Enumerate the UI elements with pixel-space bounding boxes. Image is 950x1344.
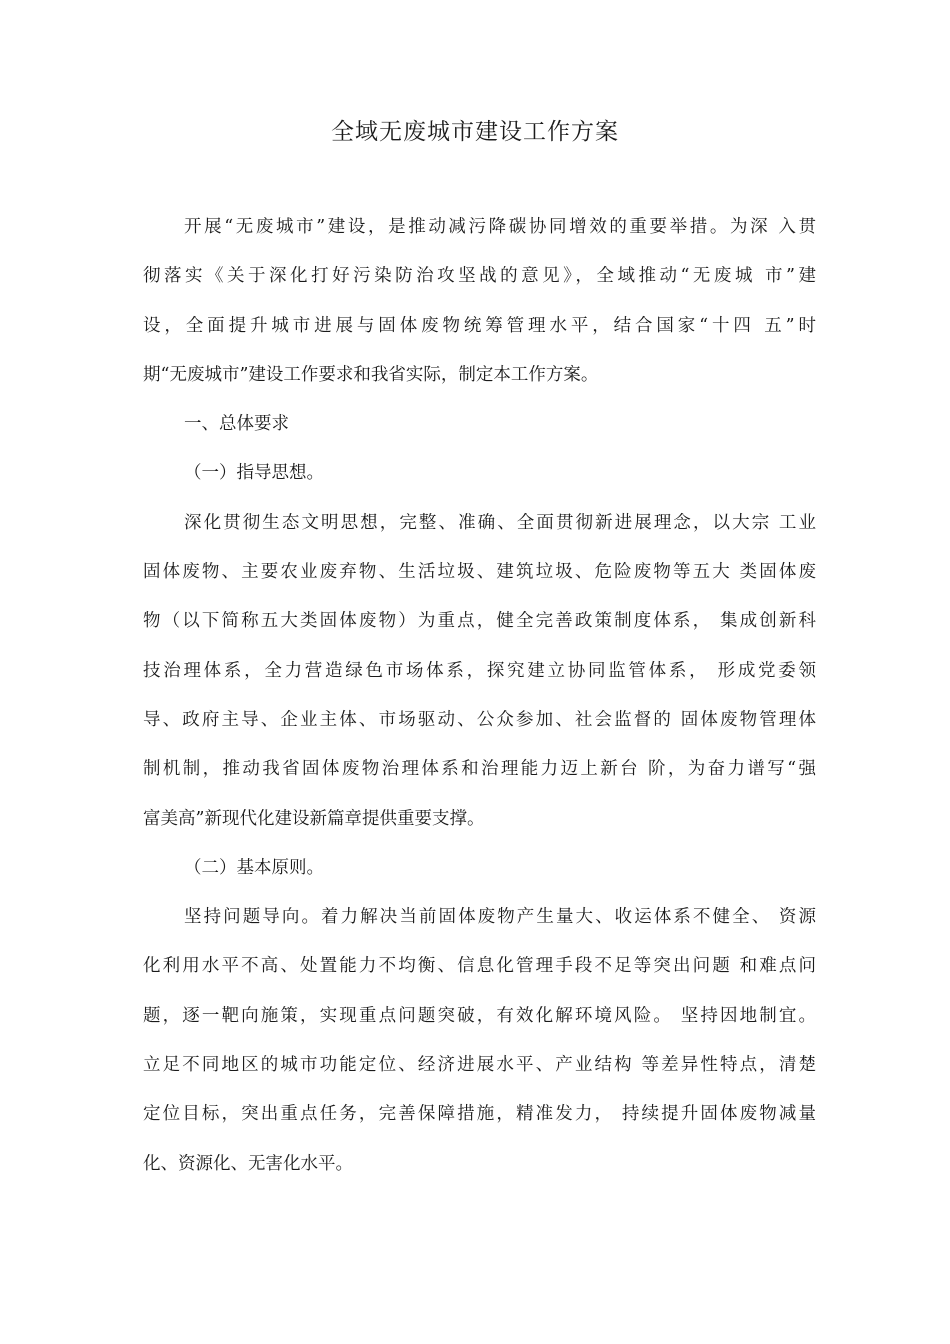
text-line: 制机制，推动我省固体废物治理体系和治理能力迈上新台 阶，为奋力谱写“强 xyxy=(143,759,816,780)
text-line: 物（以下简称五大类固体废物）为重点，健全完善政策制度体系， 集成创新科 xyxy=(143,611,816,632)
text-line: 富美高”新现代化建设新篇章提供重要支撑。 xyxy=(143,808,485,829)
text-line: 深化贯彻生态文明思想，完整、准确、全面贯彻新进展理念，以大宗 工业 xyxy=(184,512,816,533)
text-line: 设，全面提升城市进展与固体废物统筹管理水平，结合国家“十四 五”时 xyxy=(143,315,816,336)
text-line: 技治理体系，全力营造绿色市场体系，探究建立协同监管体系， 形成党委领 xyxy=(143,660,816,681)
paragraph-guiding-thought xyxy=(143,499,816,844)
text-line: 导、政府主导、企业主体、市场驱动、公众参加、社会监督的 固体废物管理体 xyxy=(143,709,816,730)
text-line: 立足不同地区的城市功能定位、经济进展水平、产业结构 等差异性特点，清楚 xyxy=(143,1055,816,1076)
document-body xyxy=(143,203,816,1189)
document-title: 全域无废城市建设工作方案 xyxy=(331,119,619,145)
subsection-heading xyxy=(143,449,816,498)
text-line: 定位目标，突出重点任务，完善保障措施，精准发力， 持续提升固体废物减量 xyxy=(143,1104,816,1125)
paragraph-intro xyxy=(143,203,816,400)
text-line: 坚持问题导向。着力解决当前固体废物产生量大、收运体系不健全、 资源 xyxy=(184,907,816,928)
text-line: 化利用水平不高、处置能力不均衡、信息化管理手段不足等突出问题 和难点问 xyxy=(143,956,816,977)
heading-guiding-thought: （一）指导思想。 xyxy=(184,463,324,484)
heading-basic-principles: （二）基本原则。 xyxy=(184,857,324,878)
heading-general-requirements: 一、总体要求 xyxy=(184,414,289,435)
section-heading xyxy=(143,400,816,449)
text-line: 题，逐一靶向施策，实现重点问题突破，有效化解环境风险。 坚持因地制宜。 xyxy=(143,1005,816,1026)
text-line: 彻落实《关于深化打好污染防治攻坚战的意见》，全域推动“无废城 市”建 xyxy=(143,266,816,287)
subsection-heading xyxy=(143,844,816,893)
text-line: 开展“无废城市”建设，是推动减污降碳协同增效的重要举措。为深 入贯 xyxy=(184,217,816,237)
text-line: 固体废物、主要农业废弃物、生活垃圾、建筑垃圾、危险废物等五大 类固体废 xyxy=(143,562,816,583)
paragraph-basic-principles xyxy=(143,893,816,1189)
text-line: 期“无废城市”建设工作要求和我省实际，制定本工作方案。 xyxy=(143,364,599,385)
text-line: 化、资源化、无害化水平。 xyxy=(143,1153,353,1174)
